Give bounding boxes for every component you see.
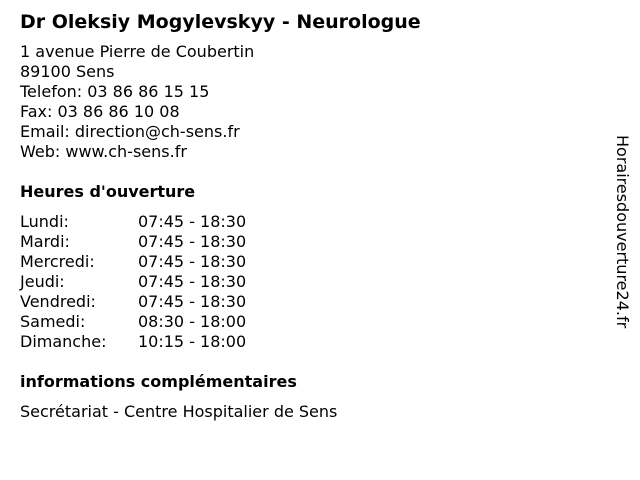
- hours-table: [20, 212, 246, 352]
- hours-row: [20, 332, 246, 352]
- hours-row: [20, 232, 246, 252]
- day-hours: 07:45 - 18:30: [138, 212, 247, 231]
- hours-row: [20, 212, 246, 232]
- info-heading: informations complémentaires: [20, 372, 297, 391]
- day-hours: 07:45 - 18:30: [138, 232, 247, 251]
- fax-line: Fax: 03 86 86 10 08: [20, 102, 180, 121]
- contact-block: [20, 42, 580, 162]
- hours-row: [20, 252, 246, 272]
- day-hours: 08:30 - 18:00: [138, 312, 247, 331]
- email-line: Email: direction@ch-sens.fr: [20, 122, 240, 141]
- address-line-1: 1 avenue Pierre de Coubertin: [20, 42, 255, 61]
- day-hours: 07:45 - 18:30: [138, 272, 247, 291]
- web-line: Web: www.ch-sens.fr: [20, 142, 187, 161]
- brand-watermark: Horairesdouverture24.fr: [613, 135, 632, 329]
- hours-row: [20, 292, 246, 312]
- day-hours: 10:15 - 18:00: [138, 332, 247, 351]
- day-hours: 07:45 - 18:30: [138, 292, 247, 311]
- day-label: Samedi:: [20, 312, 86, 331]
- day-label: Lundi:: [20, 212, 69, 231]
- hours-row: [20, 272, 246, 292]
- business-card: [20, 8, 580, 422]
- business-name: Dr Oleksiy Mogylevskyy - Neurologue: [20, 11, 421, 33]
- phone-line: Telefon: 03 86 86 15 15: [20, 82, 210, 101]
- hours-heading: Heures d'ouverture: [20, 182, 196, 201]
- day-label: Mercredi:: [20, 252, 95, 271]
- day-label: Jeudi:: [20, 272, 65, 291]
- day-label: Mardi:: [20, 232, 70, 251]
- address-line-2: 89100 Sens: [20, 62, 115, 81]
- hours-row: [20, 312, 246, 332]
- info-text: Secrétariat - Centre Hospitalier de Sens: [20, 402, 338, 421]
- day-label: Vendredi:: [20, 292, 96, 311]
- day-label: Dimanche:: [20, 332, 107, 351]
- day-hours: 07:45 - 18:30: [138, 252, 247, 271]
